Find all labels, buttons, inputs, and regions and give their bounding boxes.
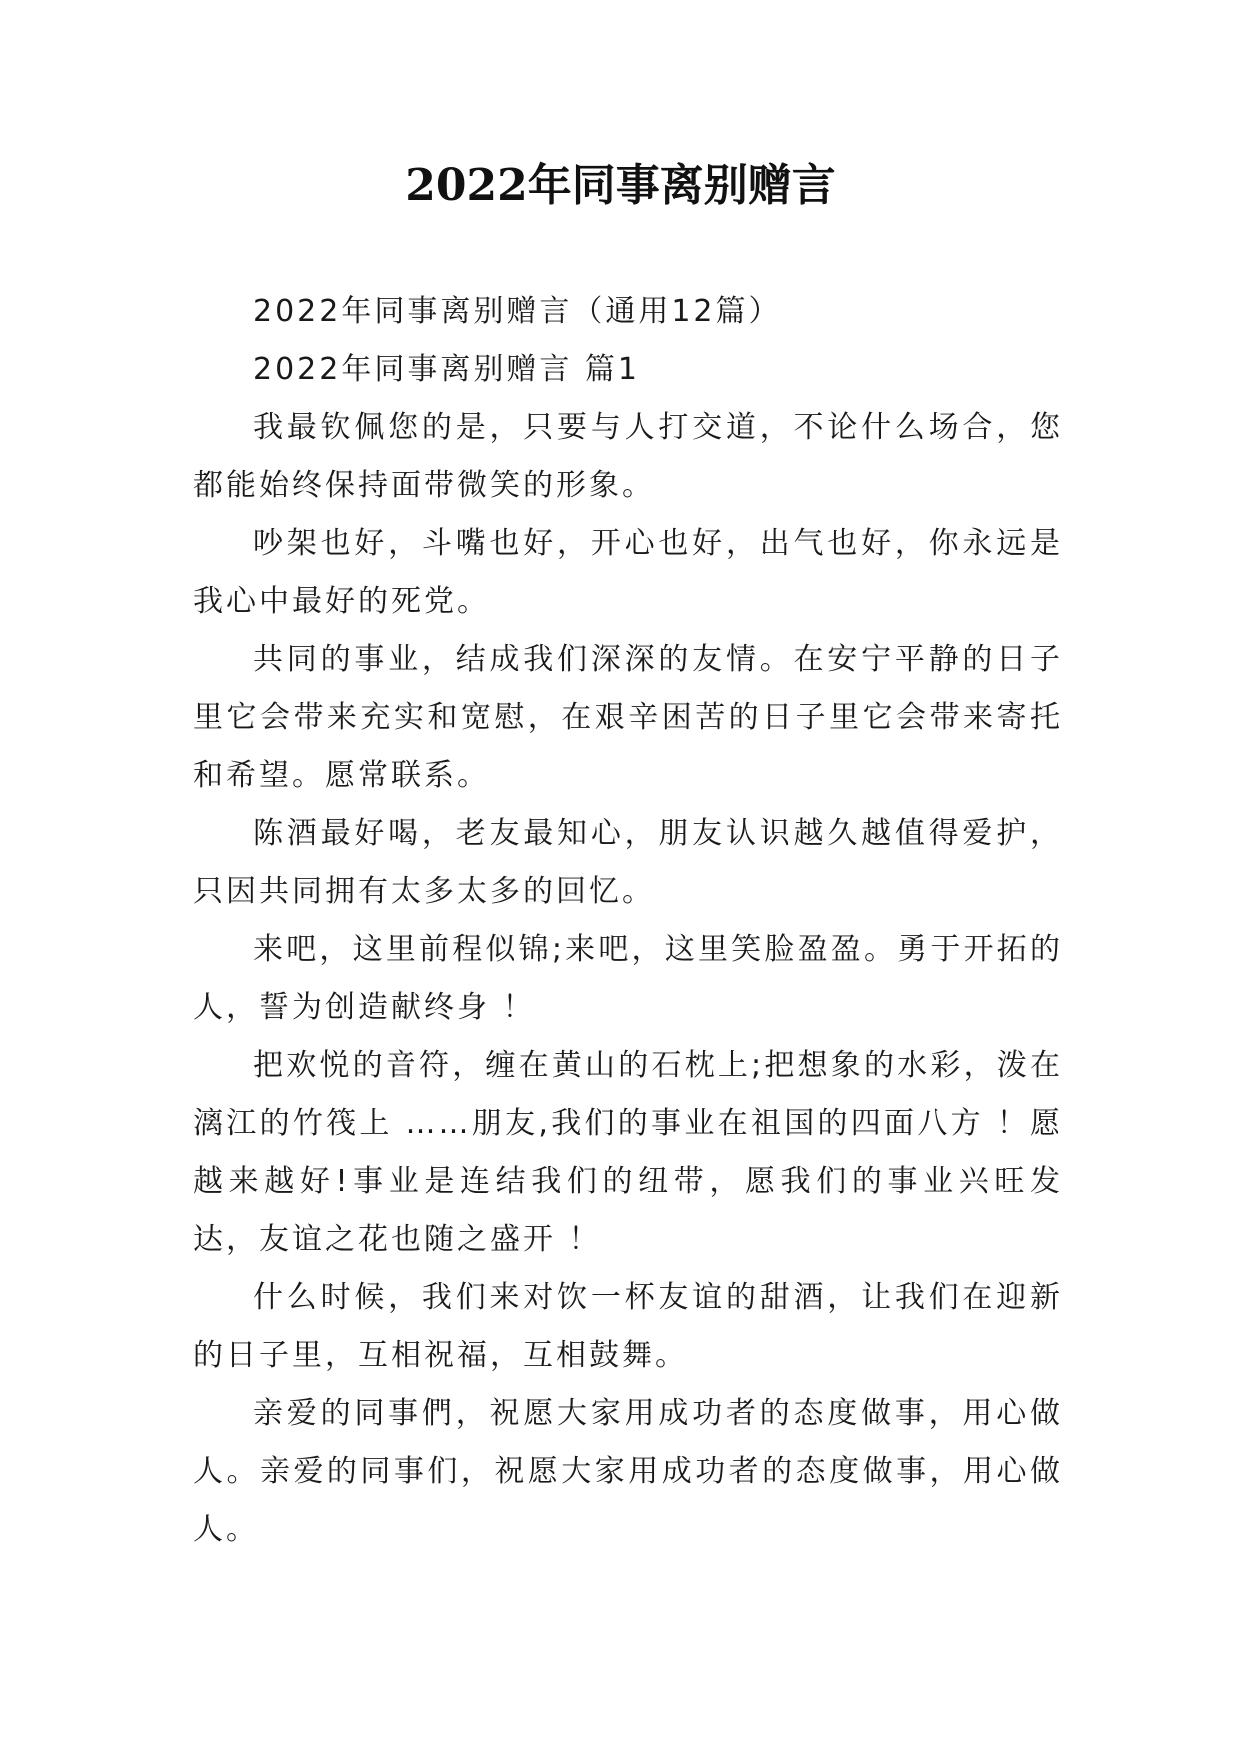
- body-paragraph: 陈酒最好喝，老友最知心，朋友认识越久越值得爱护，只因共同拥有太多太多的回忆。: [193, 816, 1063, 909]
- document-body: [193, 283, 1063, 1559]
- body-paragraph: 吵架也好，斗嘴也好，开心也好，出气也好，你永远是我心中最好的死党。: [193, 526, 1063, 619]
- body-paragraph: 共同的事业，结成我们深深的友情。在安宁平静的日子里它会带来充实和宽慰，在艰辛困苦的日子里它会带来寄托和希望。愿常联系。: [193, 642, 1063, 793]
- body-paragraph: 什么时候，我们来对饮一杯友谊的甜酒，让我们在迎新的日子里，互相祝福，互相鼓舞。: [193, 1280, 1063, 1373]
- subtitle-paragraph: 2022年同事离别赠言（通用12篇）: [253, 294, 782, 329]
- body-paragraph: 把欢悦的音符，缠在黄山的石枕上;把想象的水彩，泼在漓江的竹筏上 ……朋友,我们的事业在祖国的四面八方 ！愿越来越好!事业是连结我们的纽带，愿我们的事业兴旺发达，友谊之花也随之盛开 ！: [193, 1048, 1063, 1257]
- body-paragraph: 来吧，这里前程似锦;来吧，这里笑脸盈盈。勇于开拓的人，誓为创造献终身 ！: [193, 932, 1063, 1025]
- body-paragraph: 亲爱的同事們，祝愿大家用成功者的态度做事，用心做人。亲爱的同事们，祝愿大家用成功者的态度做事，用心做人。: [193, 1396, 1063, 1547]
- body-paragraph: 我最钦佩您的是，只要与人打交道，不论什么场合，您都能始终保持面带微笑的形象。: [193, 410, 1063, 503]
- page-title: 2022年同事离别赠言: [405, 160, 836, 211]
- section-heading: 2022年同事离别赠言 篇1: [253, 352, 640, 387]
